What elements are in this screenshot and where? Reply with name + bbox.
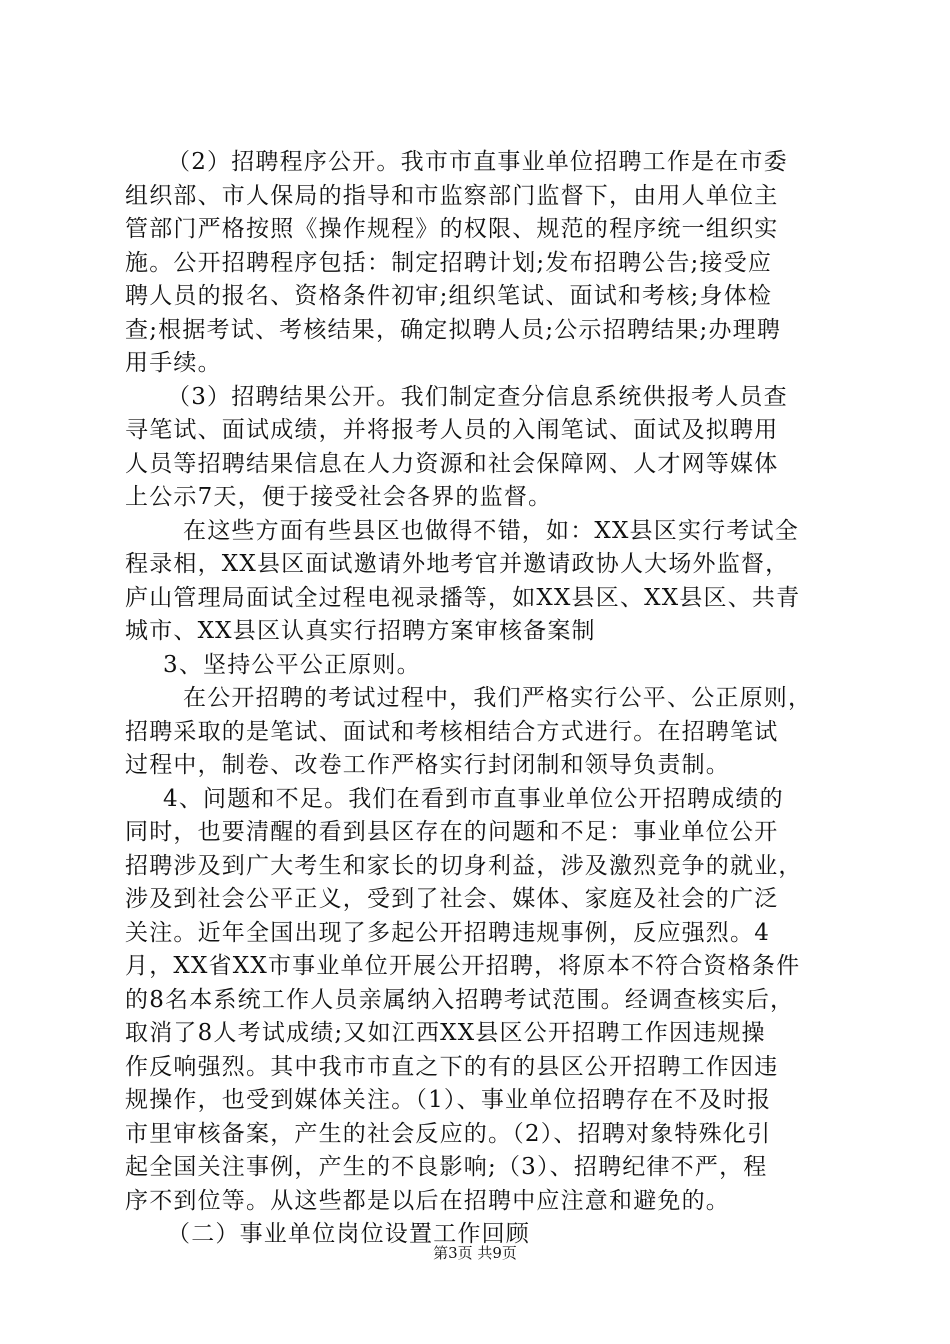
section-heading: 3、坚持公平公正原则。 bbox=[163, 651, 421, 678]
paragraph-line: 查;根据考试、考核结果，确定拟聘人员;公示招聘结果;办理聘 bbox=[125, 316, 782, 343]
paragraph-line: 过程中，制卷、改卷工作严格实行封闭制和领导负责制。 bbox=[125, 752, 730, 778]
paragraph-line: 庐山管理局面试全过程电视录播等，如XX县区、XX县区、共青 bbox=[125, 584, 801, 611]
paragraph-line: 城市、XX县区认真实行招聘方案审核备案制 bbox=[125, 618, 596, 644]
paragraph-line: 招聘采取的是笔试、面试和考核相结合方式进行。在招聘笔试 bbox=[125, 718, 779, 745]
paragraph-line: 序不到位等。从这些都是以后在招聘中应注意和避免的。 bbox=[125, 1187, 730, 1214]
paragraph-line: 聘人员的报名、资格条件初审;组织笔试、面试和考核;身体检 bbox=[125, 283, 773, 309]
paragraph-line: 程录相，XX县区面试邀请外地考官并邀请政协人大场外监督， bbox=[125, 551, 790, 577]
page-number-footer: 第3页 共9页 bbox=[433, 1244, 517, 1262]
paragraph-line: 施。公开招聘程序包括：制定招聘计划;发布招聘公告;接受应 bbox=[125, 249, 773, 276]
paragraph-line: 在公开招聘的考试过程中，我们严格实行公平、公正原则， bbox=[183, 685, 813, 711]
paragraph-line: 人员等招聘结果信息在人力资源和社会保障网、人才网等媒体 bbox=[125, 450, 779, 477]
paragraph-line: 同时，也要清醒的看到县区存在的问题和不足：事业单位公开 bbox=[125, 819, 779, 845]
paragraph-line: 作反响强烈。其中我市市直之下的有的县区公开招聘工作因违 bbox=[125, 1053, 779, 1080]
paragraph-line: 组织部、市人保局的指导和市监察部门监督下，由用人单位主 bbox=[125, 182, 779, 209]
document-body bbox=[125, 146, 835, 1252]
paragraph-line: 月，XX省XX市事业单位开展公开招聘，将原本不符合资格条件 bbox=[125, 953, 801, 979]
paragraph-line: 取消了8人考试成绩;又如江西XX县区公开招聘工作因违规操 bbox=[125, 1020, 766, 1046]
paragraph-line: 起全国关注事例，产生的不良影响;（3）、招聘纪律不严，程 bbox=[125, 1154, 768, 1180]
paragraph-line: 4、问题和不足。我们在看到市直事业单位公开招聘成绩的 bbox=[163, 785, 784, 812]
paragraph-line: 市里审核备案，产生的社会反应的。（2）、招聘对象特殊化引 bbox=[125, 1120, 772, 1147]
paragraph-line: 的8名本系统工作人员亲属纳入招聘考试范围。经调查核实后， bbox=[125, 986, 795, 1013]
paragraph-line: 用手续。 bbox=[125, 350, 222, 376]
paragraph-line: 涉及到社会公平正义，受到了社会、媒体、家庭及社会的广泛 bbox=[125, 886, 779, 912]
paragraph-line: （3）招聘结果公开。我们制定查分信息系统供报考人员查 bbox=[167, 383, 788, 410]
paragraph-line: （2）招聘程序公开。我市市直事业单位招聘工作是在市委 bbox=[167, 149, 788, 175]
section-heading: （二）事业单位岗位设置工作回顾 bbox=[167, 1221, 530, 1247]
paragraph-line: 寻笔试、面试成绩，并将报考人员的入闱笔试、面试及拟聘用 bbox=[125, 417, 779, 443]
paragraph-line: 招聘涉及到广大考生和家长的切身利益，涉及激烈竞争的就业， bbox=[125, 852, 803, 879]
paragraph-line: 关注。近年全国出现了多起公开招聘违规事例，反应强烈。4 bbox=[125, 919, 771, 946]
paragraph-line: 在这些方面有些县区也做得不错，如：XX县区实行考试全 bbox=[183, 517, 799, 544]
paragraph-line: 管部门严格按照《操作规程》的权限、规范的程序统一组织实 bbox=[125, 216, 779, 242]
paragraph-line: 上公示7天，便于接受社会各界的监督。 bbox=[125, 484, 553, 510]
paragraph-line: 规操作，也受到媒体关注。（1）、事业单位招聘存在不及时报 bbox=[125, 1087, 772, 1113]
